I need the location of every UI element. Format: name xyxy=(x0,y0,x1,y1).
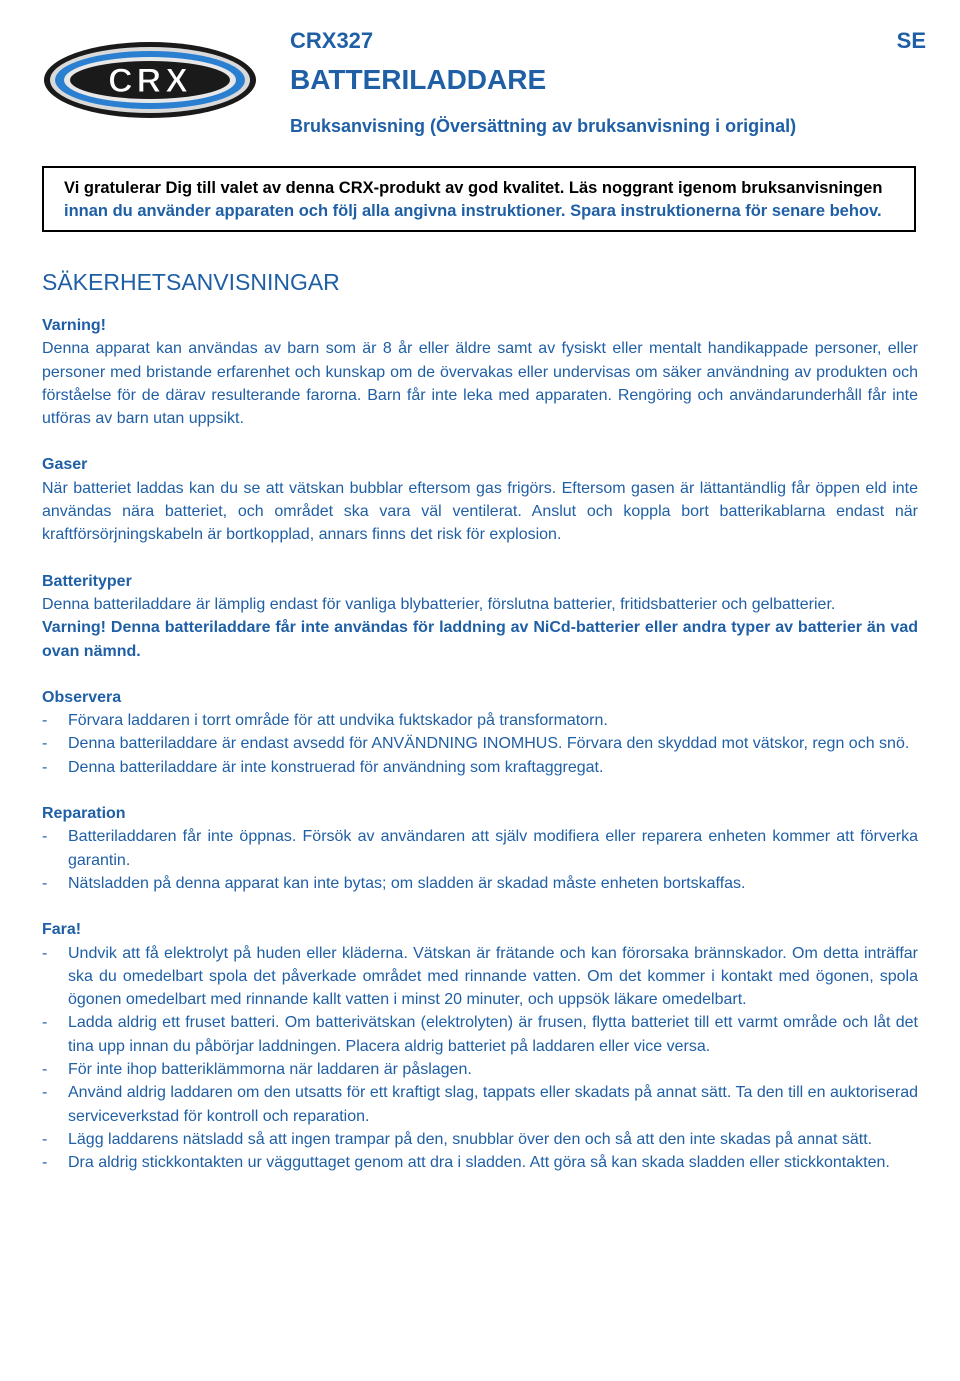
document-title: BATTERILADDARE xyxy=(290,64,547,95)
list-item: - Undvik att få elektrolyt på huden eller kläderna. Vätskan är frätande och kan förorsaka brännskador. Om detta inträffar ska du omedelbart spola det påverkade området med rinnande vatten. Om det kommer i kontakt med ögonen, spola ögonen omedelbart med rinnande kallt vatten i minst 20 minuter, och uppsök läkare omedelbart. xyxy=(42,942,918,1012)
logo-text: CRX xyxy=(108,62,192,100)
intro-line-1: Vi gratulerar Dig till valet av denna CRX-produkt av god kvalitet. Läs noggrant igenom bruksanvisningen xyxy=(64,179,883,197)
list-item: - Denna batteriladdare är inte konstruerad för användning som kraftaggregat. xyxy=(42,756,918,779)
warning-paragraph: Denna apparat kan användas av barn som är 8 år eller äldre samt av fysiskt eller mentalt handikappade personer, eller personer med bristande erfarenhet och kunskap om de övervakas eller undervisas om säker användning av produkten och förståelse för de därav resulterande farorna. Barn får inte leka med apparaten. Rengöring och användarunderhåll får inte utföras av barn utan uppsikt. xyxy=(42,340,918,428)
list-item: - Ladda aldrig ett fruset batteri. Om batterivätskan (elektrolyten) är frusen, flytta batteriet till ett varmt område och låt det tina upp innan du påbörjar laddningen. Placera aldrig batteriet på laddaren eller vice versa. xyxy=(42,1011,918,1058)
intro-line-2b: Spara instruktionerna för senare behov. xyxy=(570,202,882,220)
list-item: - Denna batteriladdare är endast avsedd för ANVÄNDNING INOMHUS. Förvara den skyddad mot vätskor, regn och snö. xyxy=(42,732,918,755)
language-code: SE xyxy=(896,28,926,53)
gases-paragraph: När batteriet laddas kan du se att vätskan bubblar eftersom gas frigörs. Eftersom gasen är lättantändlig får öppen eld inte användas nära batteriet, och området ska vara väl ventilerat. Anslut och koppla bort batterikablarna endast när kraftförsörjningskabeln är bortkopplad, annars finns det risk för explosion. xyxy=(42,479,918,544)
list-item: - Lägg laddarens nätsladd så att ingen trampar på den, snubblar över den och så att den inte skadas på annat sätt. xyxy=(42,1128,918,1151)
section-title-danger: Fara! xyxy=(42,921,82,939)
list-item: - Använd aldrig laddaren om den utsatts för ett kraftigt slag, tappats eller skadats på annat sätt. Ta den till en auktoriserad serviceverkstad för kontroll och reparation. xyxy=(42,1081,918,1128)
warning-label: Varning! xyxy=(42,317,107,334)
crx-logo xyxy=(42,40,258,120)
repair-list xyxy=(42,825,918,895)
list-item: - Dra aldrig stickkontakten ur vägguttaget genom att dra i sladden. Att göra så kan skada sladden eller stickkontakten. xyxy=(42,1151,918,1174)
section-title-gases: Gaser xyxy=(42,456,88,474)
list-item: - Nätsladden på denna apparat kan inte bytas; om sladden är skadad måste enheten bortskaffas. xyxy=(42,872,918,895)
section-title-battery-types: Batterityper xyxy=(42,572,132,590)
battery-types-paragraph: Denna batteriladdare är lämplig endast för vanliga blybatterier, förslutna batterier, fritidsbatterier och gelbatterier. xyxy=(42,595,836,613)
section-title-note: Observera xyxy=(42,688,122,706)
section-title-repair: Reparation xyxy=(42,805,126,823)
battery-types-warning: Varning! Denna batteriladdare får inte användas för laddning av NiCd-batterier eller andra typer av batterier än vad ovan nämnd. xyxy=(42,619,918,660)
main-content xyxy=(42,268,918,1175)
model-number: CRX327 xyxy=(290,28,374,53)
document-subtitle: Bruksanvisning (Översättning av bruksanvisning i original) xyxy=(290,116,797,136)
list-item: - Förvara laddaren i torrt område för att undvika fuktskador på transformatorn. xyxy=(42,709,918,732)
list-item: - För inte ihop batteriklämmorna när laddaren är påslagen. xyxy=(42,1058,918,1081)
section-title-safety: SÄKERHETSANVISNINGAR xyxy=(42,269,340,295)
note-list xyxy=(42,709,918,779)
intro-line-2a: innan du använder apparaten och följ alla angivna instruktioner. xyxy=(64,202,571,220)
danger-list xyxy=(42,942,918,1175)
list-item: - Batteriladdaren får inte öppnas. Försök av användaren att själv modifiera eller reparera enheten kommer att förverka garantin. xyxy=(42,825,918,872)
intro-notice-box xyxy=(42,166,916,232)
